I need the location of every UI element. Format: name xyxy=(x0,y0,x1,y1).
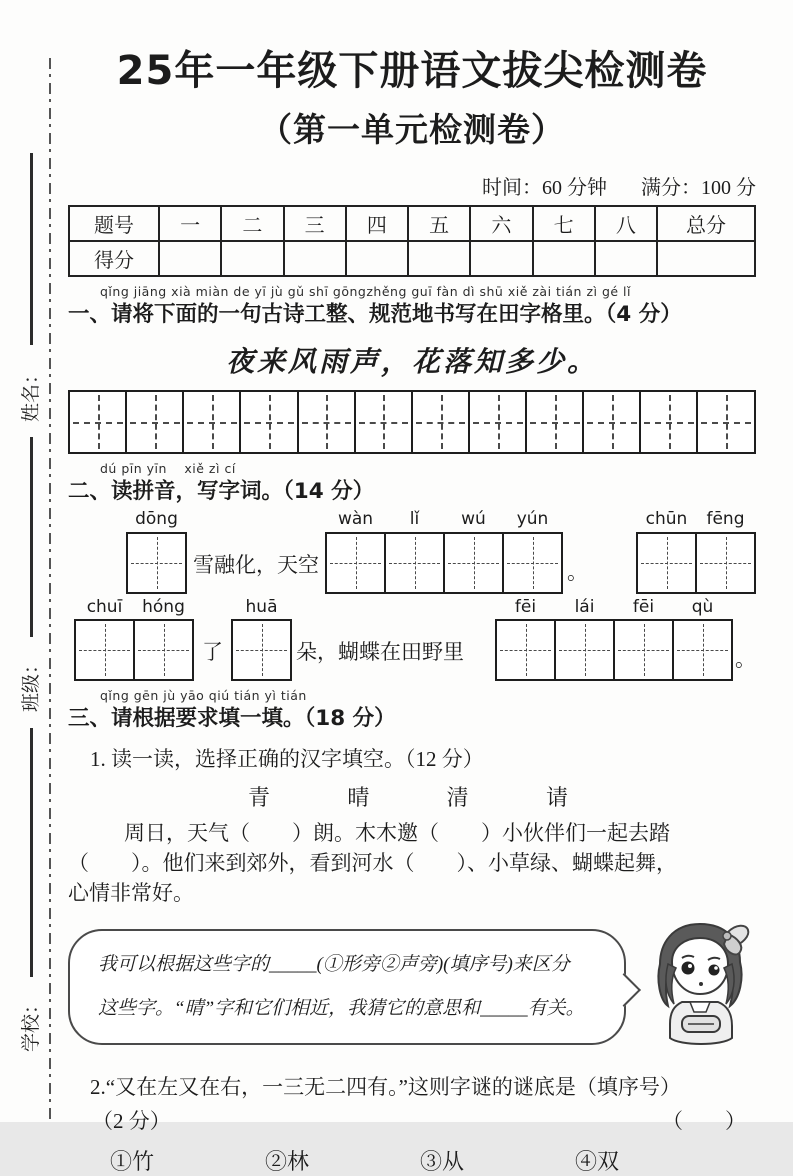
score-cell xyxy=(595,241,657,276)
answer-box-group xyxy=(126,510,187,594)
grid-cell xyxy=(297,390,357,454)
choice-char: 请 xyxy=(545,784,568,810)
paper-subtitle: （第一单元检测卷） xyxy=(259,110,565,149)
section2-heading: 二、读拼音，写字词。（14 分） xyxy=(68,478,375,504)
grid-cell xyxy=(525,390,585,454)
full-score: 满分：100 分 xyxy=(641,177,756,199)
header-cell: 题号 xyxy=(69,206,159,241)
answer-box-group xyxy=(231,598,292,682)
answer-box xyxy=(74,619,135,681)
header-cell: 二 xyxy=(221,206,283,241)
name-label: 姓名： xyxy=(20,364,42,422)
seal-dashed-line xyxy=(49,58,51,1122)
answer-box xyxy=(384,532,445,594)
grid-cell xyxy=(182,390,242,454)
paragraph-line: （ ）。他们来到郊外，看到河水（ ）、小草绿、蝴蝶起舞， xyxy=(68,850,677,875)
answer-box xyxy=(133,619,194,681)
score-cell xyxy=(159,241,221,276)
grid-cell xyxy=(239,390,299,454)
pinyin-label: lǐ xyxy=(409,508,420,529)
answer-box-group xyxy=(636,510,756,594)
paragraph-line: 周日，天气（ ）朗。木木邀（ ）小伙伴们一起去踏 xyxy=(124,820,670,845)
score-cell xyxy=(221,241,283,276)
option-item: ①竹 xyxy=(110,1148,155,1174)
answer-box-group xyxy=(495,598,733,682)
writing-grid xyxy=(68,390,756,454)
answer-box xyxy=(695,532,756,594)
header-cell: 一 xyxy=(159,206,221,241)
pinyin-label: fēi xyxy=(514,596,537,617)
girl-student-illustration xyxy=(644,918,756,1057)
pinyin-label: fēi xyxy=(632,596,655,617)
header-cell: 四 xyxy=(346,206,408,241)
answer-box xyxy=(325,532,386,594)
option-item: ②林 xyxy=(265,1148,310,1174)
pinyin-label: huā xyxy=(245,596,278,617)
pinyin-label: yún xyxy=(516,508,549,529)
section3-pinyin: qǐng gēn jù yāo qiú tián yì tián xyxy=(100,688,307,704)
class-label: 班级： xyxy=(20,654,42,712)
pinyin-label: wú xyxy=(461,508,486,529)
score-cell xyxy=(284,241,346,276)
header-cell: 七 xyxy=(533,206,595,241)
poem-line: 夜来风雨声，花落知多少。 xyxy=(225,347,598,379)
question1-heading: 1. 读一读，选择正确的汉字填空。（12 分） xyxy=(90,746,484,771)
period-mark: 。 xyxy=(735,647,756,672)
score-table-header-row xyxy=(69,206,755,241)
score-cell xyxy=(470,241,532,276)
bubble-line: 我可以根据这些字的_____(①形旁②声旁)(填序号)来区分 xyxy=(98,954,570,976)
section2-pinyin: dú pīn yīn xiě zì cí xyxy=(100,461,236,477)
question2-text: 2.“又在左又在右，一三无二四有。”这则字谜的谜底是（填序号） xyxy=(90,1074,681,1099)
answer-box xyxy=(554,619,615,681)
grid-cell xyxy=(411,390,471,454)
grid-cell xyxy=(468,390,528,454)
pinyin-label: qù xyxy=(691,596,714,617)
choice-char: 晴 xyxy=(347,784,370,810)
section2-row2 xyxy=(68,598,756,682)
pinyin-label: wàn xyxy=(337,508,374,529)
answer-box xyxy=(443,532,504,594)
sentence-text: 朵，蝴蝶在田野里 xyxy=(296,640,464,665)
pinyin-label: dōng xyxy=(135,508,178,529)
header-cell: 八 xyxy=(595,206,657,241)
answer-box xyxy=(672,619,733,681)
hint-area xyxy=(68,918,756,1057)
pinyin-label: chūn xyxy=(645,508,688,529)
question2-score: （2 分） xyxy=(92,1108,171,1133)
fill-in-paragraph xyxy=(68,818,756,908)
speech-bubble xyxy=(68,929,626,1045)
paper-meta xyxy=(68,171,756,200)
school-blank-line xyxy=(30,728,33,977)
grid-cell xyxy=(68,390,128,454)
grid-cell xyxy=(125,390,185,454)
pinyin-label: hóng xyxy=(142,596,185,617)
header-cell: 五 xyxy=(408,206,470,241)
sentence-text: 了 xyxy=(202,640,223,665)
answer-box xyxy=(613,619,674,681)
section1-pinyin: qǐng jiāng xià miàn de yī jù gǔ shī gōngzhěng guī fàn dì shū xiě zài tián zì gé lǐ xyxy=(100,284,632,299)
time-limit: 时间：60 分钟 xyxy=(482,177,607,199)
pinyin-label: chuī xyxy=(86,596,123,617)
period-mark: 。 xyxy=(567,559,588,584)
option-item: ④双 xyxy=(575,1148,620,1174)
question2-score-row xyxy=(68,1105,756,1135)
section3-heading: 三、请根据要求填一填。（18 分） xyxy=(68,705,396,731)
score-cell xyxy=(533,241,595,276)
sentence-text: 雪融化，天空 xyxy=(193,552,319,577)
section1-heading: 一、请将下面的一句古诗工整、规范地书写在田字格里。（4 分） xyxy=(68,301,682,327)
question2-options xyxy=(110,1145,756,1176)
answer-box xyxy=(495,619,556,681)
class-blank-line xyxy=(30,437,33,637)
grid-cell xyxy=(354,390,414,454)
score-table-score-row xyxy=(69,241,755,276)
question2-answer-blank: （ ） xyxy=(662,1108,746,1133)
answer-box xyxy=(231,619,292,681)
score-table xyxy=(68,205,756,277)
grid-cell xyxy=(696,390,756,454)
choice-char: 清 xyxy=(446,784,469,810)
grid-cell xyxy=(639,390,699,454)
choice-characters xyxy=(248,781,568,812)
grid-cell xyxy=(582,390,642,454)
pinyin-label: lái xyxy=(574,596,595,617)
choice-char: 青 xyxy=(248,784,271,810)
school-label: 学校： xyxy=(20,994,42,1052)
answer-box xyxy=(126,532,187,594)
header-cell: 六 xyxy=(470,206,532,241)
score-cell xyxy=(408,241,470,276)
answer-box-group xyxy=(325,510,563,594)
answer-box-group xyxy=(74,598,194,682)
score-cell xyxy=(346,241,408,276)
answer-box xyxy=(502,532,563,594)
score-row-label: 得分 xyxy=(69,241,159,276)
name-blank-line xyxy=(30,153,33,345)
score-cell xyxy=(657,241,755,276)
header-cell: 总分 xyxy=(657,206,755,241)
section2-row1 xyxy=(68,510,756,594)
bubble-line: 这些字。“晴”字和它们相近，我猜它的意思和_____有关。 xyxy=(98,998,585,1020)
answer-box xyxy=(636,532,697,594)
paragraph-line: 心情非常好。 xyxy=(68,880,194,905)
pinyin-label: fēng xyxy=(706,508,745,529)
paper-title: 25年一年级下册语文拔尖检测卷 xyxy=(116,48,708,94)
header-cell: 三 xyxy=(284,206,346,241)
option-item: ③从 xyxy=(420,1148,465,1174)
